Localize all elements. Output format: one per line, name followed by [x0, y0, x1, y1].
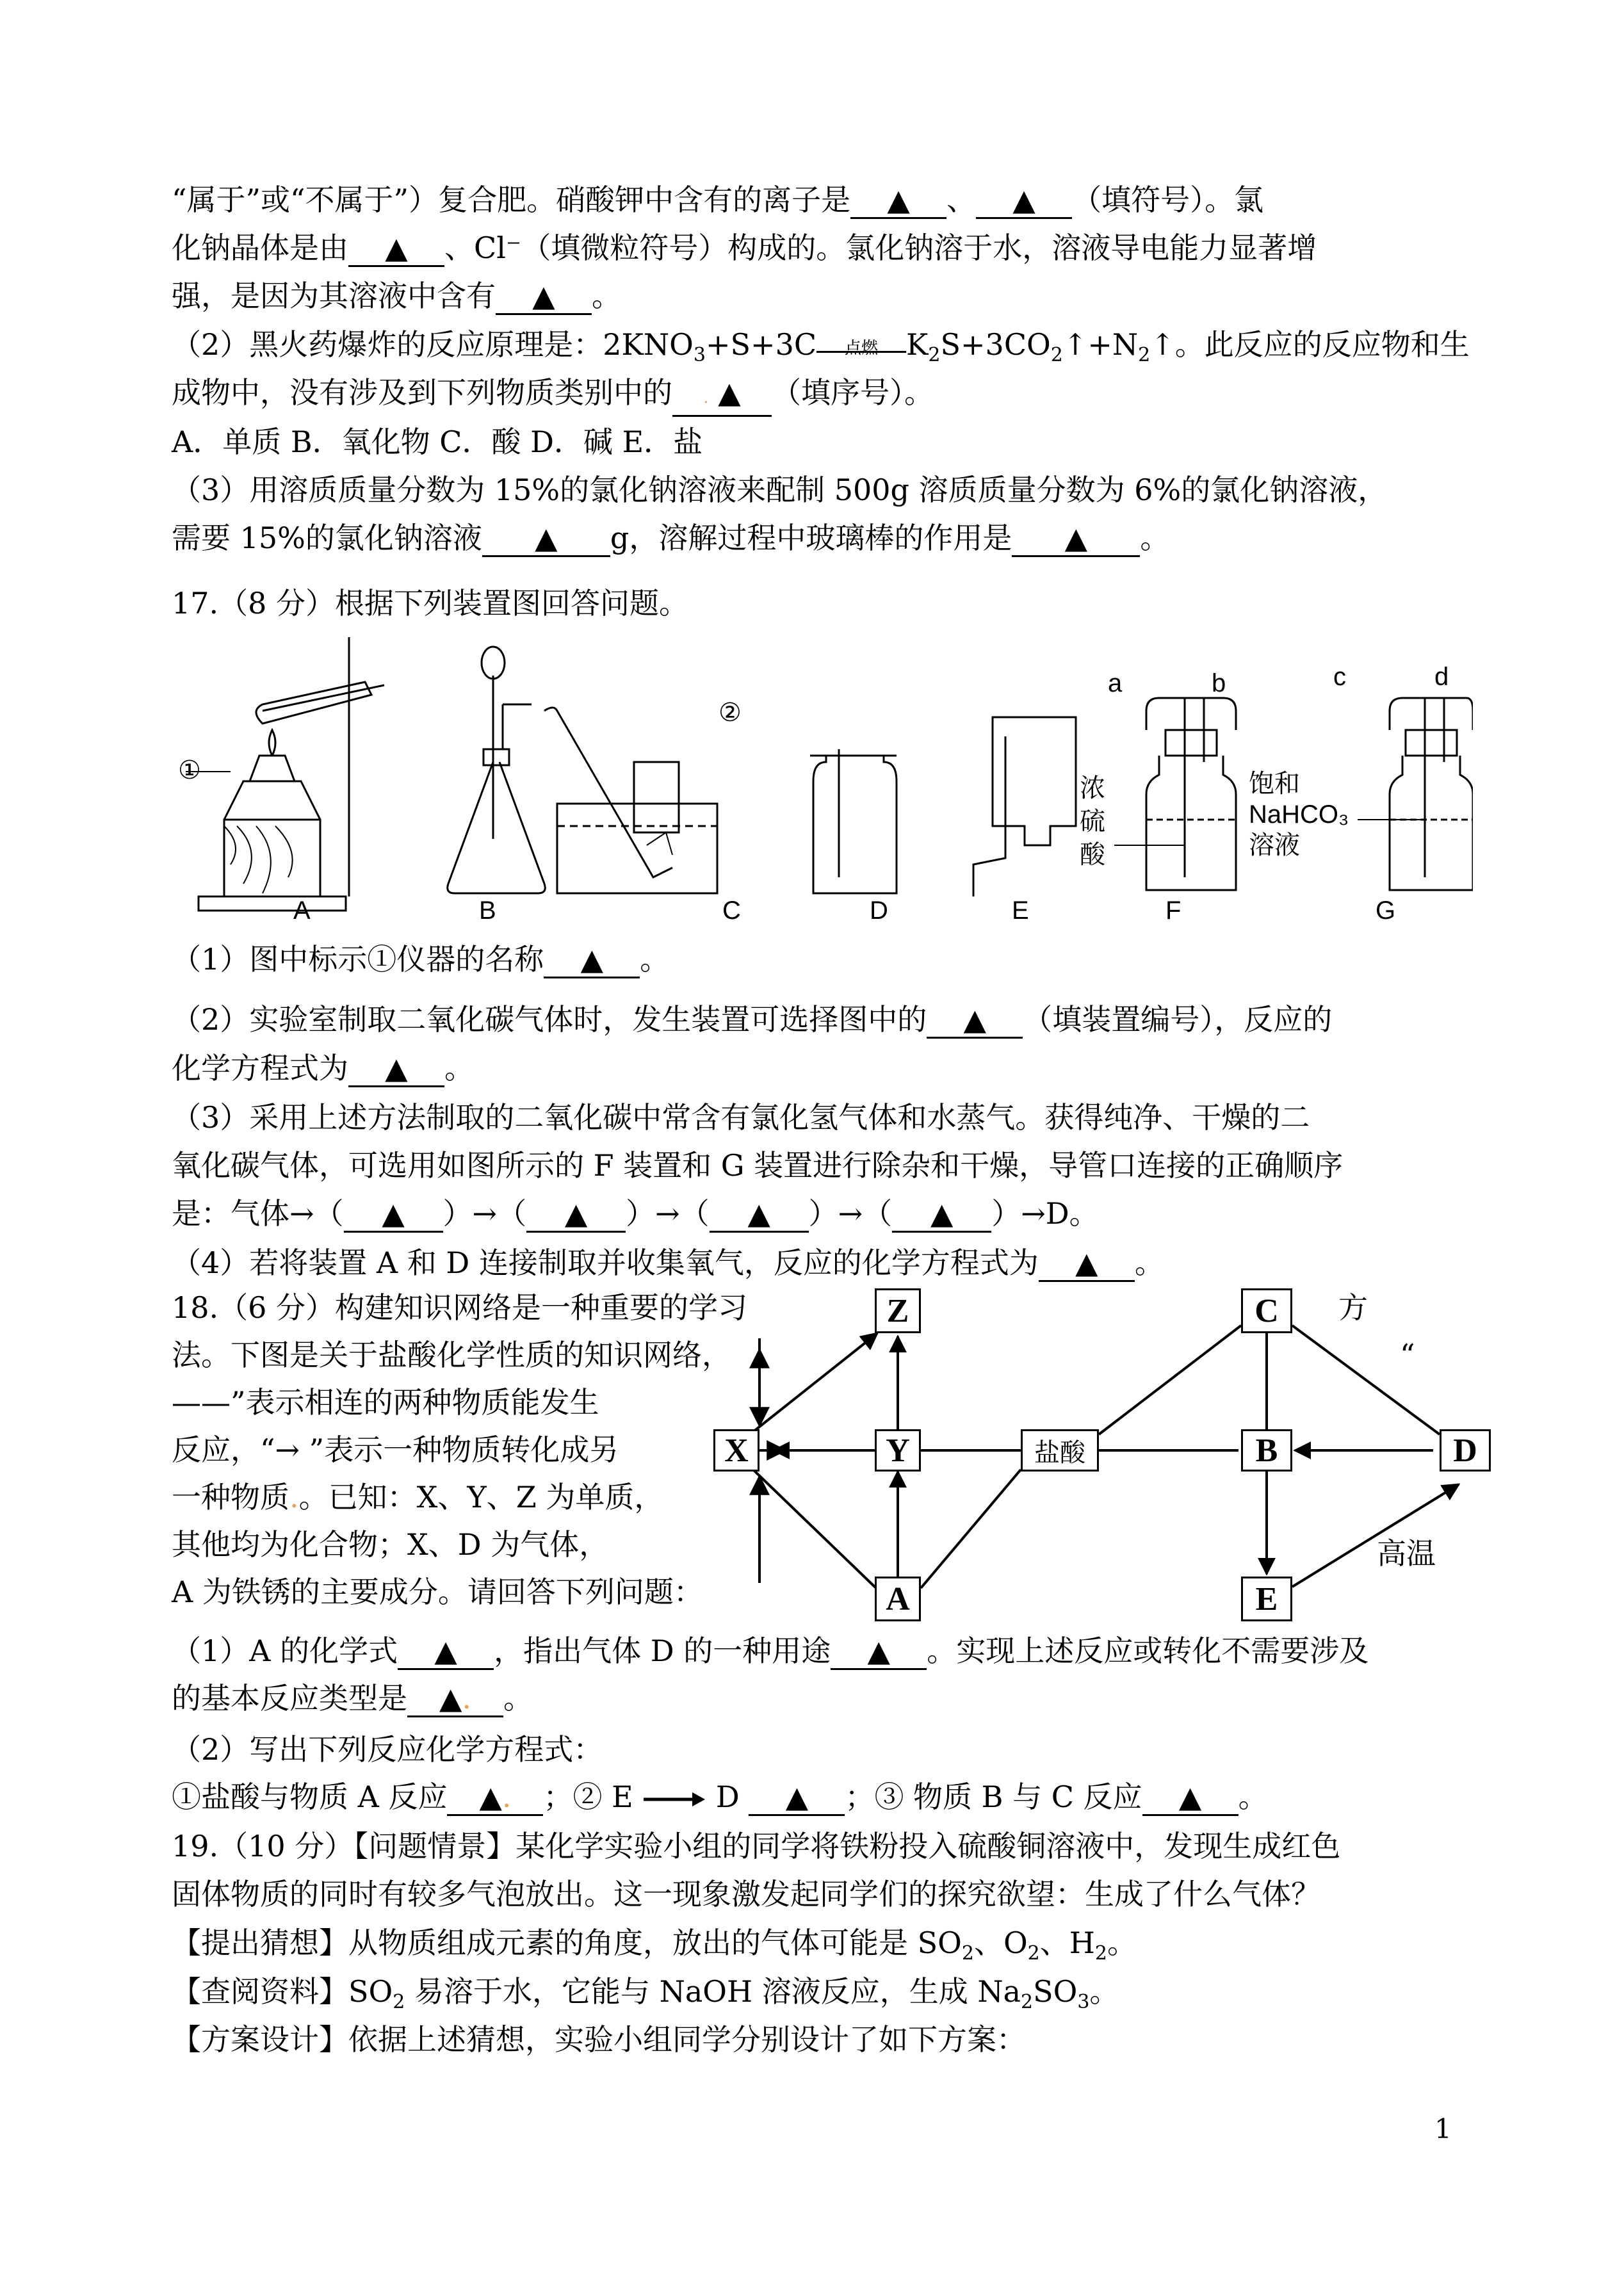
label-text: 饱和 — [1249, 770, 1300, 798]
q16-text: （填符号）。氯 — [1072, 182, 1264, 217]
q16-text: 、Cl⁻（填微粒符号）构成的。氯化钠溶于水，溶液导电能力显著增 — [444, 231, 1317, 265]
q17-text: （填装置编号），反应的 — [1023, 1002, 1333, 1037]
label-b: B — [479, 896, 496, 925]
q18-intro-line1: 18.（6 分）构建知识网络是一种重要的学习 — [172, 1290, 748, 1325]
q16-text: 。 — [592, 279, 621, 313]
q19-plan: 【方案设计】依据上述猜想，实验小组同学分别设计了如下方案： — [172, 2022, 1026, 2057]
answer-blank[interactable]: ▲. — [407, 1681, 503, 1717]
q18-sub2-equations — [172, 1778, 1268, 1816]
answer-blank[interactable]: . ▲ — [672, 375, 772, 417]
label-a: A — [293, 896, 311, 925]
subscript: 2 — [1138, 344, 1151, 367]
q17-text: ）→D。 — [991, 1196, 1099, 1231]
answer-blank[interactable] — [749, 1780, 845, 1816]
triangle-icon: ▲ — [535, 521, 558, 555]
q18-text: 的基本反应类型是 — [172, 1681, 407, 1715]
q19-line1: 19.（10 分）【问题情景】某化学实验小组的同学将铁粉投入硫酸铜溶液中，发现生成红色 — [172, 1829, 1341, 1863]
q18-intro-line1-end: 方 — [1338, 1290, 1368, 1325]
label-text: 酸 — [1080, 841, 1105, 869]
q17-text: （4）若将装置 A 和 D 连接制取并收集氧气，反应的化学方程式为 — [172, 1245, 1039, 1280]
q19-text: 。 — [1089, 1974, 1119, 2009]
triangle-icon: ▲ — [747, 1196, 770, 1231]
q17-sub3-line2: 氧化碳气体，可选用如图所示的 F 装置和 G 装置进行除杂和干燥，导管口连接的正确顺序 — [172, 1148, 1344, 1183]
q19-text: SO — [1033, 1974, 1078, 2009]
triangle-icon: ▲ — [382, 1196, 405, 1231]
q17-text: 。 — [444, 1051, 474, 1085]
label-circle-1: ① — [178, 756, 201, 784]
label-g: G — [1376, 896, 1396, 925]
subscript: 2 — [961, 1942, 974, 1965]
label-port-d: d — [1434, 663, 1449, 691]
q19-text: 、O — [973, 1926, 1028, 1960]
triangle-icon: ▲ — [580, 942, 603, 977]
subscript: 2 — [928, 344, 941, 367]
label-circle-2: ② — [719, 699, 742, 727]
q17-text: 。 — [640, 942, 670, 977]
q18-text: 一种物质 — [172, 1480, 289, 1514]
subscript: 2 — [1027, 1942, 1040, 1965]
node-y: Y — [875, 1429, 921, 1472]
q16-options: A．单质 B．氧化物 C．酸 D．碱 E．盐 — [172, 425, 703, 459]
node-a: A — [875, 1577, 921, 1621]
label-d: D — [870, 896, 888, 925]
subscript: 3 — [1077, 1991, 1090, 2014]
subscript: 2 — [1050, 344, 1063, 367]
q19-text: 。 — [1107, 1926, 1137, 1960]
triangle-icon: ▲ — [887, 182, 910, 217]
label-f: F — [1165, 896, 1181, 925]
triangle-icon: ▲ — [564, 1196, 588, 1231]
triangle-icon: ▲ — [385, 1051, 408, 1085]
q16-text: 。 — [1140, 521, 1170, 555]
q17-text: ）→（ — [808, 1196, 893, 1231]
high-temperature-label: 高温 — [1377, 1536, 1436, 1571]
q19-line2: 固体物质的同时有较多气泡放出。这一现象激发起同学们的探究欲望：生成了什么气体？ — [172, 1877, 1320, 1911]
triangle-icon: ▲ — [1178, 1780, 1202, 1814]
triangle-icon: ▲ — [479, 1780, 502, 1814]
q16-text: 需要 15%的氯化钠溶液 — [172, 521, 482, 555]
label-port-b: b — [1212, 669, 1226, 697]
triangle-icon: ▲ — [434, 1634, 457, 1668]
triangle-icon: ▲ — [1075, 1245, 1098, 1280]
subscript: 2 — [1021, 1991, 1034, 2014]
label-text: 溶液 — [1249, 831, 1300, 859]
q19-hypothesis — [172, 1924, 1137, 1965]
q16-text: S+3CO — [940, 327, 1051, 362]
q18-intro-line7: A 为铁锈的主要成分。请回答下列问题： — [172, 1575, 703, 1609]
q16-text: K — [906, 327, 929, 362]
label-text: NaHCO₃ — [1249, 800, 1349, 829]
q17-text: 。 — [1134, 1245, 1164, 1280]
subscript: 2 — [1094, 1942, 1107, 1965]
q18-intro-line3: ——”表示相连的两种物质能发生 — [172, 1385, 599, 1420]
q19-text: 【查阅资料】SO — [172, 1974, 393, 2009]
triangle-icon: ▲ — [930, 1196, 954, 1231]
q16-text: ↑+N — [1062, 327, 1139, 362]
q19-references — [172, 1972, 1119, 2014]
triangle-icon: ▲ — [867, 1634, 890, 1668]
q18-sub2: （2）写出下列反应化学方程式： — [172, 1732, 603, 1767]
q19-text: 、H — [1039, 1926, 1095, 1960]
condition-label: 点燃 — [845, 339, 879, 358]
q18-text: 。实现上述反应或转化不需要涉及 — [927, 1634, 1369, 1668]
node-e: E — [1241, 1577, 1292, 1621]
q16-text: 、 — [946, 182, 977, 217]
q18-sub1-line1 — [172, 1632, 1368, 1670]
q18-sub1-line2 — [172, 1679, 533, 1717]
node-c: C — [1241, 1288, 1292, 1333]
q17-text: 是：气体→（ — [172, 1196, 344, 1231]
label-text: 硫 — [1080, 807, 1105, 836]
label-e: E — [1012, 896, 1029, 925]
q18-intro-line2: 法。下图是关于盐酸化学性质的知识网络， — [172, 1338, 731, 1372]
node-hydrochloric-acid: 盐酸 — [1021, 1429, 1099, 1472]
q16-text: （2）黑火药爆炸的反应原理是：2KNO — [172, 327, 694, 362]
answer-blank[interactable] — [1142, 1780, 1238, 1816]
answer-blank[interactable] — [398, 1634, 494, 1670]
label-port-a: a — [1108, 669, 1123, 697]
q16-text: 化钠晶体是由 — [172, 231, 348, 265]
label-c: C — [722, 896, 741, 925]
subscript: 3 — [693, 344, 706, 367]
q18-text: ；② E — [543, 1780, 633, 1814]
triangle-icon: ▲ — [439, 1681, 462, 1715]
label-text: 浓 — [1080, 774, 1105, 802]
triangle-icon: ▲ — [532, 279, 555, 313]
q18-text: ①盐酸与物质 A 反应 — [172, 1780, 448, 1814]
q16-text: “属于”或“不属于”）复合肥。硝酸钾中含有的离子是 — [172, 182, 851, 217]
q17-sub3-line1: （3）采用上述方法制取的二氧化碳中常含有氯化氢气体和水蒸气。获得纯净、干燥的二 — [172, 1100, 1310, 1135]
q18-text: ，指出气体 D 的一种用途 — [494, 1634, 831, 1668]
q17-title: 17.（8 分）根据下列装置图回答问题。 — [172, 586, 689, 620]
q17-text: ）→（ — [443, 1196, 527, 1231]
q18-intro-line6: 其他均为化合物；X、D 为气体， — [172, 1527, 609, 1562]
answer-blank[interactable]: ▲. — [447, 1780, 543, 1816]
triangle-icon: ▲ — [1064, 521, 1088, 555]
q18-intro-line4: 反应，“→ ”表示一种物质转化成另 — [172, 1432, 619, 1467]
q16-text: 成物中，没有涉及到下列物质类别中的 — [172, 375, 672, 410]
triangle-icon: ▲ — [385, 231, 408, 265]
label-port-c: c — [1333, 663, 1346, 691]
q18-text: （1）A 的化学式 — [172, 1634, 398, 1668]
page-number: 1 — [1434, 2113, 1452, 2145]
q18-text: 。 — [503, 1681, 533, 1715]
triangle-icon: ▲ — [785, 1780, 809, 1814]
q18-text: 。 — [1238, 1780, 1268, 1814]
q18-intro-line2-end: “ — [1400, 1338, 1415, 1372]
q16-text: 强，是因为其溶液中含有 — [172, 279, 496, 313]
q19-text: 【提出猜想】从物质组成元素的角度，放出的气体可能是 SO — [172, 1926, 962, 1960]
node-z: Z — [875, 1288, 921, 1333]
subscript: 2 — [393, 1991, 405, 2014]
q16-text: g，溶解过程中玻璃棒的作用是 — [610, 521, 1012, 555]
triangle-icon: ▲ — [1012, 182, 1035, 217]
emphasis-dot: . — [289, 1480, 299, 1514]
triangle-icon: ▲ — [718, 375, 741, 410]
q18-text: 。已知：X、Y、Z 为单质， — [298, 1480, 664, 1514]
node-b: B — [1241, 1429, 1292, 1472]
q17-text: ）→（ — [626, 1196, 710, 1231]
q16-text: （填序号）。 — [772, 375, 934, 410]
triangle-icon: ▲ — [963, 1002, 986, 1037]
q16-part3-line1: （3）用溶质质量分数为 15%的氯化钠溶液来配制 500g 溶质质量分数为 6%的氯化钠溶液， — [172, 473, 1388, 507]
node-x: X — [713, 1429, 759, 1472]
right-arrow-icon — [642, 1790, 706, 1809]
q19-text: 易溶于水，它能与 NaOH 溶液反应，生成 Na — [405, 1974, 1021, 2009]
q18-text: D — [715, 1780, 740, 1814]
q17-text: 化学方程式为 — [172, 1051, 348, 1085]
node-d: D — [1440, 1429, 1491, 1472]
q17-text: （1）图中标示①仪器的名称 — [172, 942, 544, 977]
answer-blank[interactable] — [831, 1634, 927, 1670]
q16-text: ↑。此反应的反应物和生 — [1150, 327, 1470, 362]
q16-text: +S+3C — [705, 327, 817, 362]
q17-text: （2）实验室制取二氧化碳气体时，发生装置可选择图中的 — [172, 1002, 927, 1037]
q18-text: ；③ 物质 B 与 C 反应 — [845, 1780, 1142, 1814]
